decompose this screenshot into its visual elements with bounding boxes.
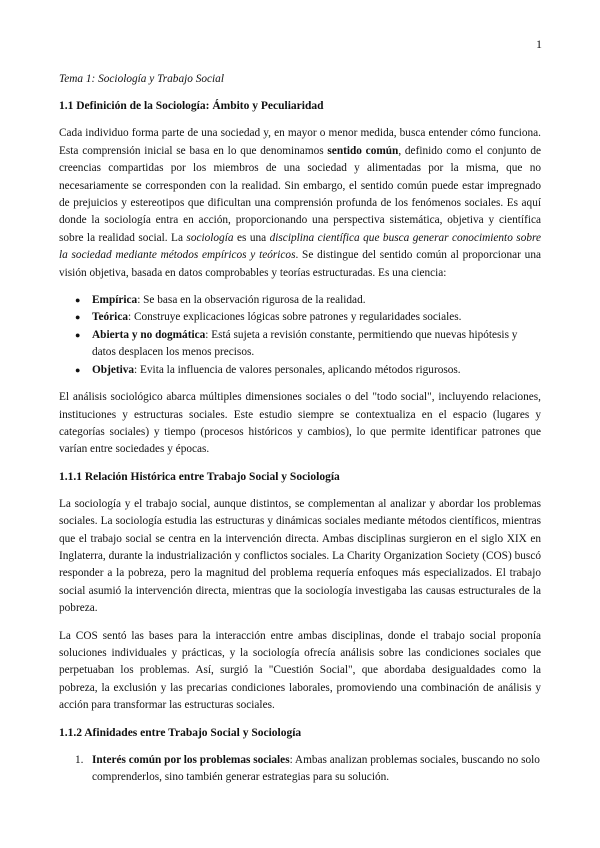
list-item bbox=[77, 327, 541, 362]
page-content bbox=[59, 71, 541, 786]
list-number: 1. bbox=[75, 753, 84, 766]
section-heading-1-1-1: 1.1.1 Relación Histórica entre Trabajo Social y Sociología bbox=[59, 470, 340, 483]
bullet-text: : Construye explicaciones lógicas sobre patrones y regularidades sociales. bbox=[127, 311, 462, 324]
bullet-term: Objetiva bbox=[92, 363, 135, 376]
bullet-text: : Evita la influencia de valores personales, aplicando métodos rigurosos. bbox=[134, 363, 461, 376]
bullet-term: Abierta y no dogmática bbox=[92, 328, 206, 341]
page-number: 1 bbox=[536, 37, 542, 51]
bullet-text: : Se basa en la observación rigurosa de la realidad. bbox=[137, 294, 366, 307]
paragraph-sociological-analysis: El análisis sociológico abarca múltiples dimensiones sociales o del "todo social", incluyendo relaciones, instituciones y estructuras sociales. Este estudio siempre se contextualiza en el espacio (lugares y categorías sociales) y tiempo (procesos históricos y cambios), lo que permite identificar patrones que varían entre sociedades y épocas. bbox=[59, 391, 541, 456]
paragraph-cos-foundation: La COS sentó las bases para la interacción entre ambas disciplinas, donde el trabajo social proponía soluciones individuales y prácticas, y la sociología ofrecía análisis sobre las condiciones sociales que perpetuaban los problemas. Así, surgió la "Cuestión Social", que abordaba desigualdades como la pobreza, la exclusión y las precarias condiciones laborales, promoviendo una combinación de análisis y acción para transformar las estructuras sociales. bbox=[59, 629, 541, 712]
section-heading-1-1-2: 1.1.2 Afinidades entre Trabajo Social y Sociología bbox=[59, 726, 302, 739]
list-item bbox=[77, 309, 541, 326]
numbered-term: Interés común por los problemas sociales bbox=[92, 753, 290, 766]
bullet-term: Teórica bbox=[92, 311, 128, 324]
p1-text-e: es una bbox=[233, 231, 270, 244]
list-item bbox=[77, 292, 541, 309]
paragraph-sociology-definition bbox=[59, 125, 541, 282]
term-sentido-comun: sentido común bbox=[327, 144, 399, 157]
list-item bbox=[75, 752, 541, 787]
p1-text-c: , definido como el conjunto de creencias compartidas por los miembros de una sociedad y alimentadas por la misma, que no necesariamente se corresponden con la realidad. Sin embargo, el sentido común puede estar impregnado de prejuicios y estereotipos que dificultan una comprensión profunda de los fenómenos sociales. Es aquí donde la sociología entra en acción, proporcionando una perspectiva sistemática, objetiva y científica sobre la realidad social. La bbox=[59, 144, 541, 244]
section-heading-1-1: 1.1 Definición de la Sociología: Ámbito y Peculiaridad bbox=[59, 100, 324, 113]
numbered-text: : Ambas analizan problemas sociales, buscando no solo comprenderlos, sino también generar estrategias para su solución. bbox=[92, 753, 540, 783]
p1-text-a: Cada individuo forma parte de una sociedad y, en mayor o menor medida, busca entender cómo funciona. Esta comprensión inicial se basa en lo que denominamos bbox=[59, 127, 541, 157]
paragraph-historical-relation: La sociología y el trabajo social, aunque distintos, se complementan al analizar y abordar los problemas sociales. La sociología estudia las estructuras y dinámicas sociales mediante métodos científicos, mientras que el trabajo social se centra en la intervención directa. Ambas disciplinas surgieron en el siglo XIX en Inglaterra, durante la industrialización y conflictos sociales. La Charity Organization Society (COS) buscó responder a la pobreza, pero la magnitud del problema requería enfoques más especializados. El trabajo social asumió la intervención directa, mientras que la sociología investigaba las causas estructurales de la pobreza. bbox=[59, 497, 541, 615]
topic-title: Tema 1: Sociología y Trabajo Social bbox=[59, 73, 224, 85]
p1-text-g: . Se distingue del sentido común al proporcionar una visión objetiva, basada en datos comprobables y teorías estructuradas. Es una ciencia: bbox=[59, 249, 541, 279]
bullet-term: Empírica bbox=[92, 294, 138, 307]
affinities-list bbox=[59, 752, 541, 787]
sociology-definition-italic: disciplina científica que busca generar conocimiento sobre la sociedad mediante métodos empíricos y teóricos bbox=[59, 231, 541, 262]
science-characteristics-list bbox=[59, 292, 541, 379]
term-sociologia: sociología bbox=[186, 231, 234, 244]
bullet-text: : Está sujeta a revisión constante, permitiendo que nuevas hipótesis y datos desplacen los menos precisos. bbox=[92, 328, 518, 359]
list-item bbox=[77, 362, 541, 379]
